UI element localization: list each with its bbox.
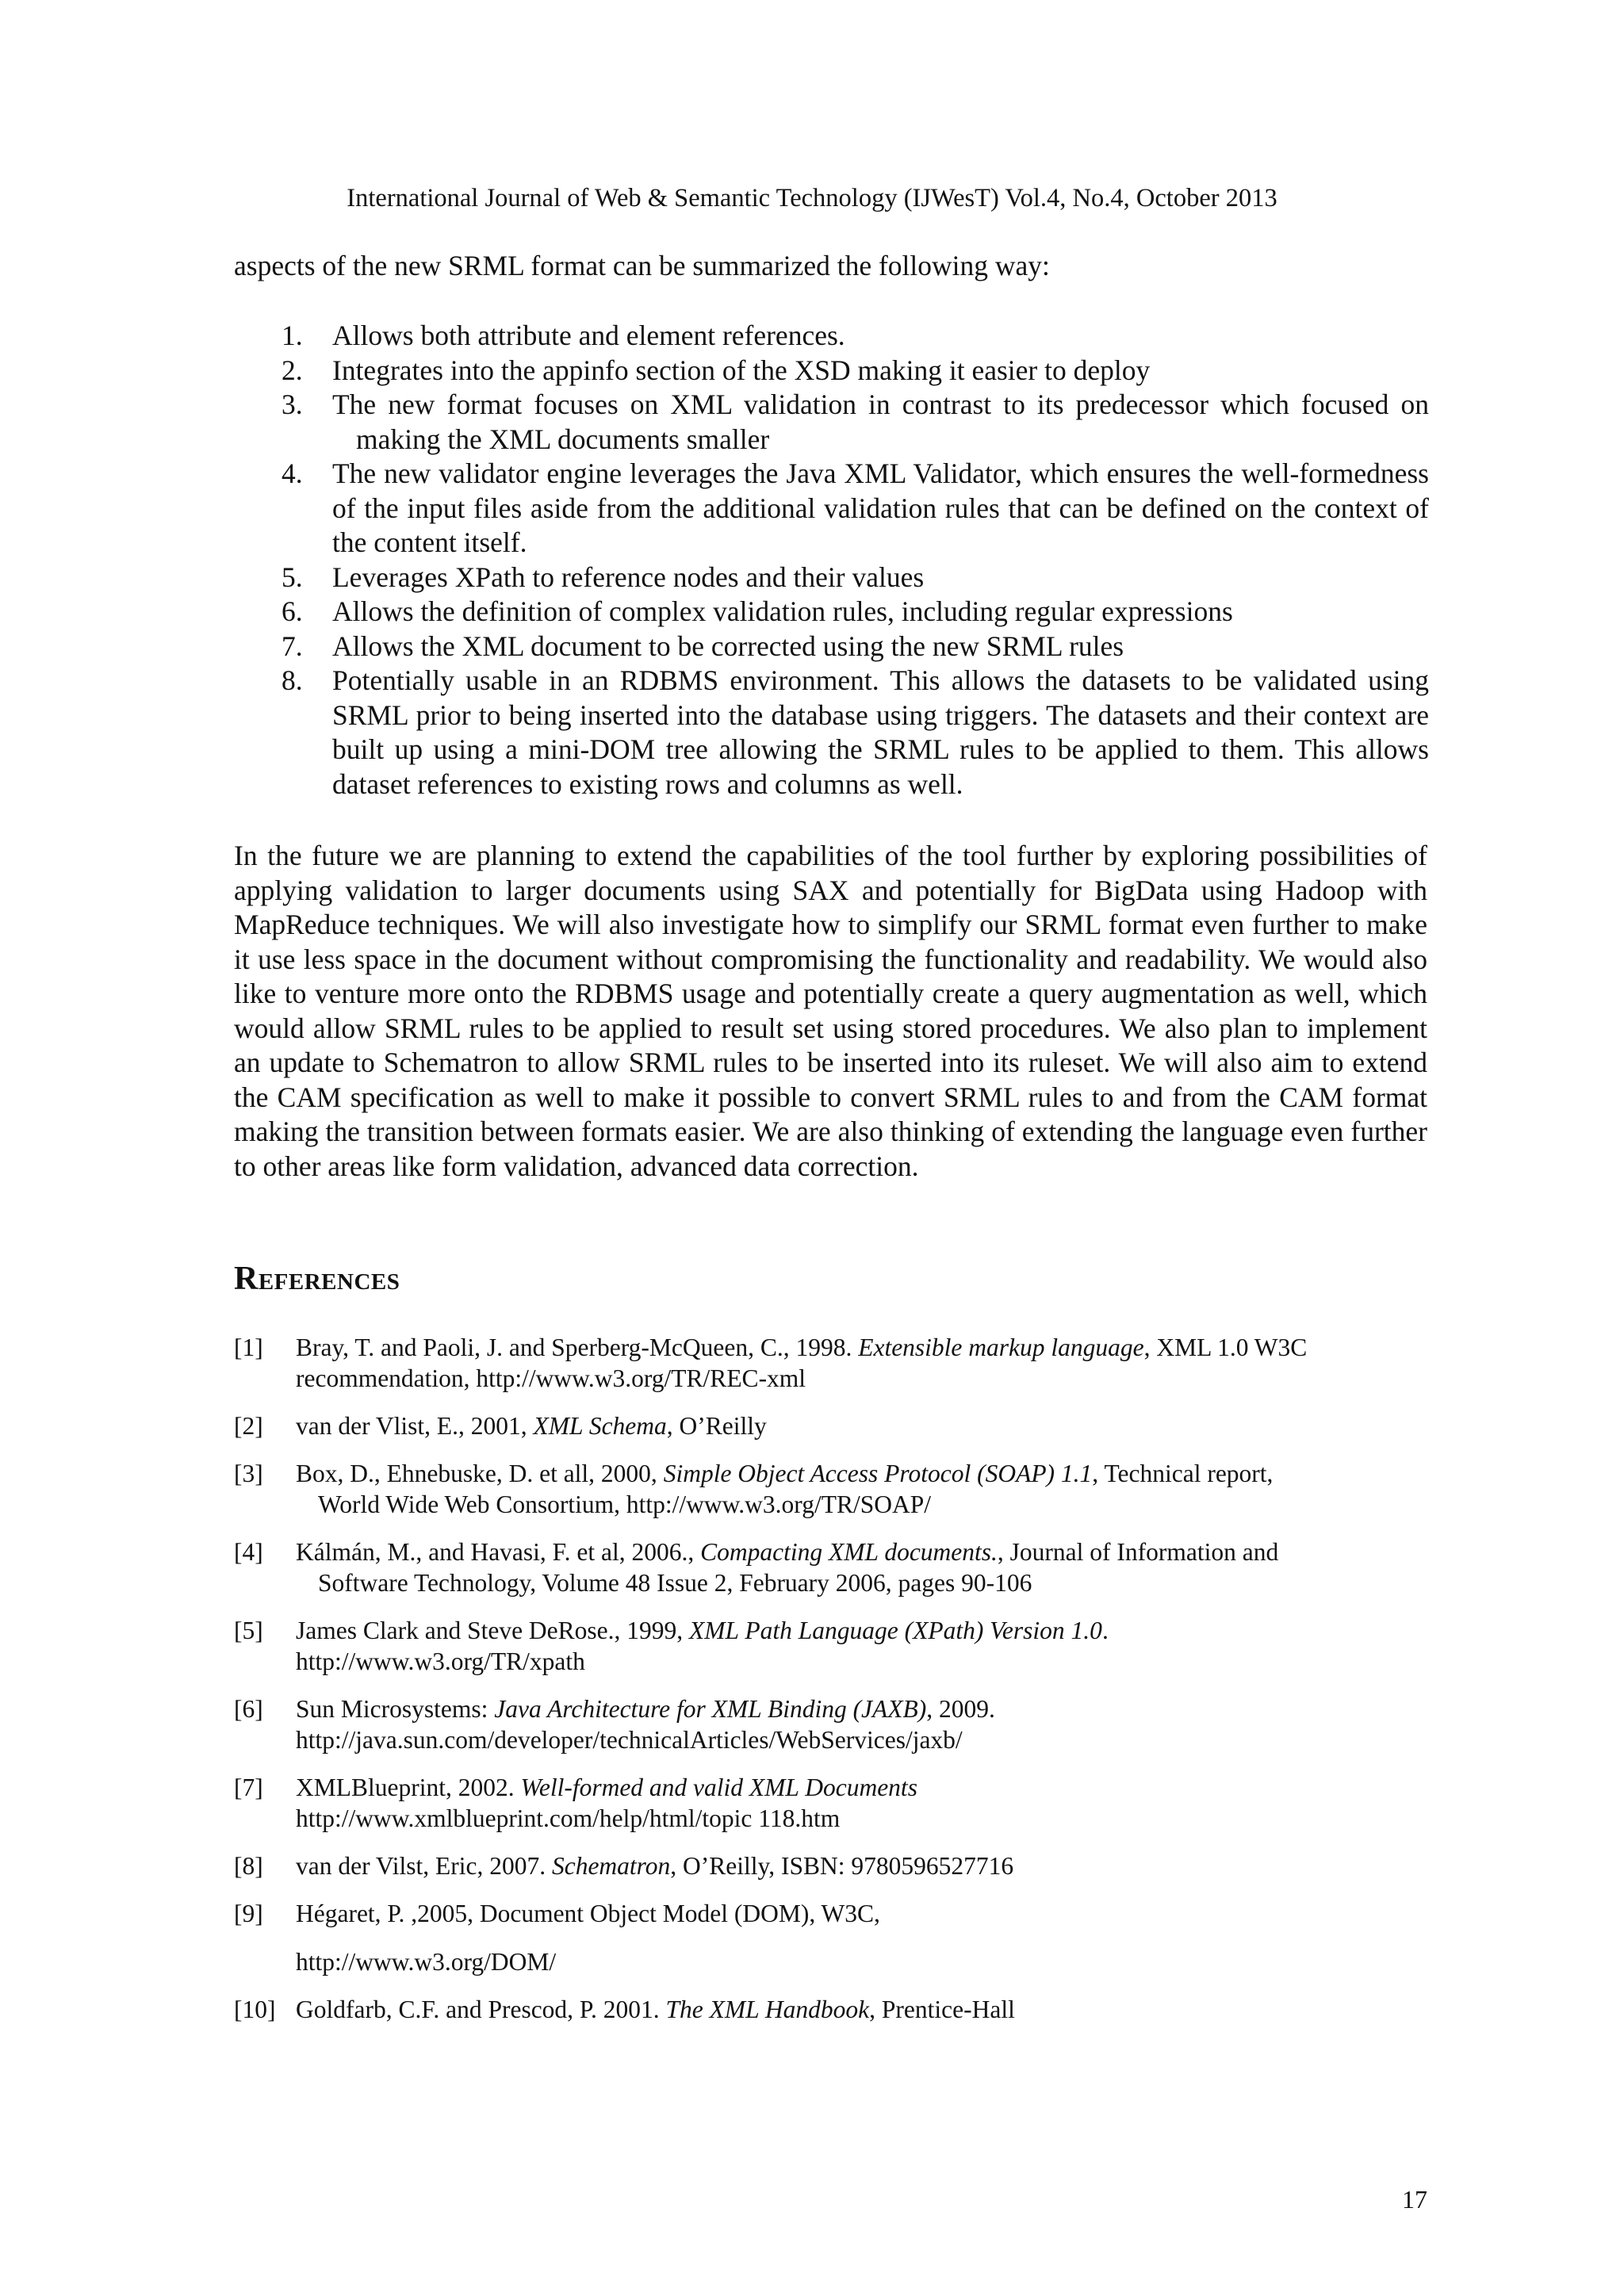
reference-text: van der Vilst, Eric, 2007. — [296, 1852, 552, 1880]
list-item-text: Allows both attribute and element references. — [332, 320, 845, 351]
reference-title: XML Path Language (XPath) Version 1.0 — [689, 1617, 1102, 1644]
list-item — [282, 319, 1429, 354]
reference-item — [234, 1332, 1427, 1394]
reference-title: Extensible markup language — [858, 1334, 1144, 1361]
reference-number: [10] — [234, 1996, 276, 2023]
reference-text: Kálmán, M., and Havasi, F. et al, 2006., — [296, 1538, 701, 1566]
page-number: 17 — [1402, 2185, 1427, 2214]
list-item — [282, 457, 1429, 561]
reference-text: Box, D., Ehnebuske, D. et all, 2000, — [296, 1460, 664, 1487]
reference-number: [5] — [234, 1617, 263, 1644]
list-item-text: Integrates into the appinfo section of the XSD making it easier to deploy — [332, 354, 1151, 386]
list-item — [282, 629, 1429, 664]
list-item — [282, 664, 1429, 802]
intro-paragraph: aspects of the new SRML format can be summarized the following way: — [234, 250, 1050, 281]
reference-text: Bray, T. and Paoli, J. and Sperberg-McQueen, C., 1998. — [296, 1334, 859, 1361]
reference-text: , 2009. — [926, 1695, 995, 1723]
reference-title: Simple Object Access Protocol (SOAP) 1.1 — [663, 1460, 1093, 1487]
reference-number: [7] — [234, 1774, 263, 1801]
list-item-number: 5. — [282, 561, 303, 593]
list-item-number: 7. — [282, 629, 303, 662]
reference-item — [234, 1536, 1427, 1598]
reference-title: Well-formed and valid XML Documents — [520, 1774, 917, 1801]
reference-text: Hégaret, P. ,2005, Document Object Model (DOM), W3C, — [296, 1900, 880, 1927]
reference-title: The XML Handbook — [665, 1996, 870, 2023]
reference-item — [234, 1410, 1427, 1441]
reference-item — [234, 1458, 1427, 1520]
reference-number: [6] — [234, 1695, 263, 1723]
reference-text: van der Vlist, E., 2001, — [296, 1412, 534, 1440]
reference-number: [2] — [234, 1412, 263, 1440]
reference-item — [234, 1772, 1427, 1834]
reference-text: , Journal of Information and — [997, 1538, 1279, 1566]
reference-text: James Clark and Steve DeRose., 1999, — [296, 1617, 690, 1644]
reference-continuation: http://java.sun.com/developer/technicalArticles/WebServices/jaxb/ — [296, 1726, 963, 1754]
reference-number: [1] — [234, 1334, 263, 1361]
list-item-number: 4. — [282, 457, 303, 489]
reference-text: , XML 1.0 W3C — [1143, 1334, 1308, 1361]
reference-continuation: http://www.w3.org/TR/xpath — [296, 1647, 585, 1675]
reference-title: Java Architecture for XML Binding (JAXB) — [494, 1695, 927, 1723]
reference-text: , Technical report, — [1092, 1460, 1274, 1487]
reference-text: XMLBlueprint, 2002. — [296, 1774, 521, 1801]
reference-text: , Prentice-Hall — [869, 1996, 1015, 2023]
list-item — [282, 561, 1429, 595]
list-item-number: 6. — [282, 595, 303, 627]
list-item-number: 2. — [282, 354, 303, 386]
reference-continuation: http://www.w3.org/DOM/ — [296, 1948, 557, 1976]
reference-text: Goldfarb, C.F. and Prescod, P. 2001. — [296, 1996, 666, 2023]
reference-item — [234, 1615, 1427, 1677]
reference-continuation: World Wide Web Consortium, http://www.w3.org/TR/SOAP/ — [318, 1490, 932, 1518]
list-item — [282, 388, 1429, 457]
reference-continuation: http://www.xmlblueprint.com/help/html/topic 118.htm — [296, 1804, 841, 1832]
reference-text: . — [1101, 1617, 1109, 1644]
references-heading: References — [234, 1261, 400, 1297]
reference-number: [4] — [234, 1538, 263, 1566]
list-item-number: 8. — [282, 664, 303, 696]
reference-continuation: recommendation, http://www.w3.org/TR/REC-xml — [296, 1364, 806, 1392]
reference-title: Schematron — [551, 1852, 671, 1880]
reference-continuation: Software Technology, Volume 48 Issue 2, February 2006, pages 90-106 — [318, 1569, 1032, 1597]
features-list — [282, 319, 1429, 802]
list-item-number: 3. — [282, 388, 303, 420]
reference-title: Compacting XML documents. — [700, 1538, 998, 1566]
list-item-text: The new format focuses on XML validation in contrast to its predecessor which focused on making the XML documents smaller — [332, 388, 1429, 455]
reference-item — [234, 1850, 1427, 1881]
reference-title: XML Schema — [533, 1412, 667, 1440]
list-item-number: 1. — [282, 320, 303, 351]
reference-item — [234, 1994, 1427, 2025]
reference-item — [234, 1693, 1427, 1755]
list-item-text: Allows the XML document to be corrected using the new SRML rules — [332, 629, 1124, 662]
list-item — [282, 354, 1429, 388]
list-item-text: The new validator engine leverages the Java XML Validator, which ensures the well-formedness of the input files aside from the additional validation rules that can be defined on the context of the content itself. — [332, 457, 1429, 558]
list-item — [282, 595, 1429, 629]
references-list — [234, 1332, 1427, 2042]
reference-number: [3] — [234, 1460, 263, 1487]
reference-item — [234, 1898, 1427, 1977]
running-header: International Journal of Web & Semantic Technology (IJWesT) Vol.4, No.4, October 2013 — [347, 184, 1277, 212]
reference-number: [9] — [234, 1900, 263, 1927]
reference-text: Sun Microsystems: — [296, 1695, 495, 1723]
reference-text: , O’Reilly, ISBN: 9780596527716 — [670, 1852, 1014, 1880]
reference-number: [8] — [234, 1852, 263, 1880]
reference-text: , O’Reilly — [666, 1412, 767, 1440]
list-item-text: Potentially usable in an RDBMS environment. This allows the datasets to be validated using SRML prior to being inserted into the database using triggers. The datasets and their context are built up using a mini-DOM tree allowing the SRML rules to be applied to them. This allows dataset references to existing rows and columns as well. — [332, 664, 1429, 800]
list-item-text: Leverages XPath to reference nodes and their values — [332, 561, 925, 593]
future-work-paragraph: In the future we are planning to extend the capabilities of the tool further by exploring possibilities of applying validation to larger documents using SAX and potentially for BigData using Hadoop with MapReduce techniques. We will also investigate how to simplify our SRML format even further to make it use less space in the document without compromising the functionality and readability. We would also like to venture more onto the RDBMS usage and potentially create a query augmentation as well, which would allow SRML rules to be applied to result set using stored procedures. We also plan to implement an update to Schematron to allow SRML rules to be inserted into its ruleset. We will also aim to extend the CAM specification as well to make it possible to convert SRML rules to and from the CAM format making the transition between formats easier. We are also thinking of extending the language even further to other areas like form validation, advanced data correction. — [234, 840, 1427, 1182]
list-item-text: Allows the definition of complex validation rules, including regular expressions — [332, 595, 1233, 627]
